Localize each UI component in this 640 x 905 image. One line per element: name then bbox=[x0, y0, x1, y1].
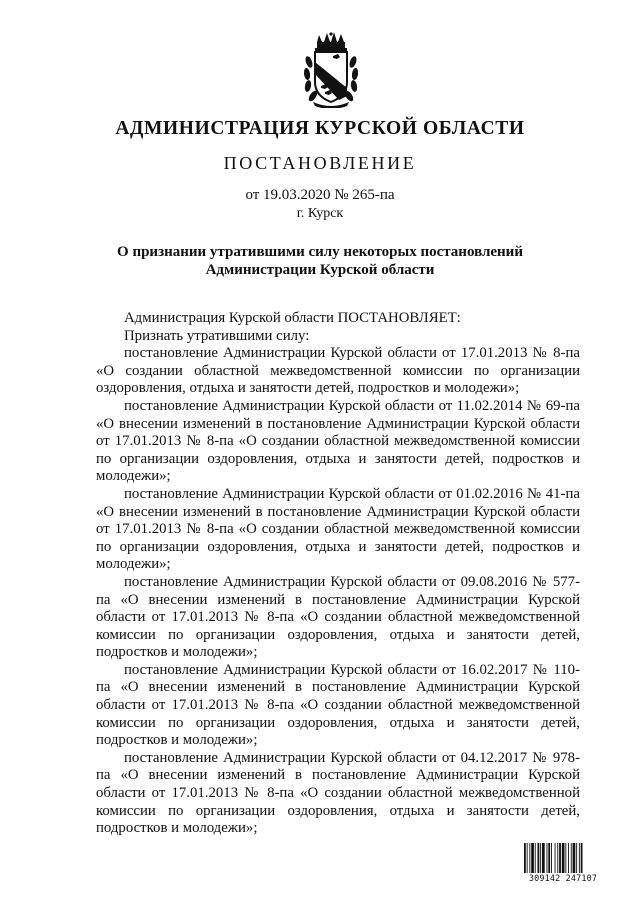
barcode-icon bbox=[523, 843, 603, 873]
document-heading bbox=[60, 243, 580, 279]
heading-line-2: Администрации Курской области bbox=[205, 262, 435, 278]
paragraph-repealed-act-6: постановление Администрации Курской области от 04.12.2017 № 978-па «О внесении изменений в постановление Администрации Курской области от 17.01.2013 № 8-па «О создании областной межведомственной комиссии по организации оздоровления, отдыха и занятости детей, подростков и молодежи»; bbox=[96, 749, 580, 837]
document-city: г. Курск bbox=[296, 206, 344, 221]
coat-of-arms-icon bbox=[303, 32, 359, 108]
paragraph-resolves: Администрация Курской области ПОСТАНОВЛЯЕТ: bbox=[124, 310, 461, 326]
barcode-number: 309142 247107 bbox=[528, 873, 598, 883]
paragraph-repealed-act-5: постановление Администрации Курской области от 16.02.2017 № 110-па «О внесении изменений в постановление Администрации Курской области от 17.01.2013 № 8-па «О создании областной межведомственной комиссии по организации оздоровления, отдыха и занятости детей, подростков и молодежи»; bbox=[96, 661, 580, 749]
document-type: ПОСТАНОВЛЕНИЕ bbox=[223, 153, 417, 173]
paragraph-repeal-intro: Признать утратившими силу: bbox=[124, 327, 310, 344]
paragraph-repealed-act-1: постановление Администрации Курской области от 17.01.2013 № 8-па «О создании областной межведомственной комиссии по организации оздоровления, отдыха и занятости детей, подростков и молодежи»; bbox=[96, 345, 580, 397]
paragraph-repealed-act-3: постановление Администрации Курской области от 01.02.2016 № 41-па «О внесении изменений в постановление Администрации Курской области от 17.01.2013 № 8-па «О создании областной межведомственной комиссии по организации оздоровления, отдыха и занятости детей, подростков и молодежи»; bbox=[96, 485, 580, 573]
heading-line-1: О признании утратившими силу некоторых постановлений bbox=[117, 244, 523, 260]
barcode bbox=[523, 843, 603, 885]
paragraph-repealed-act-2: постановление Администрации Курской области от 11.02.2014 № 69-па «О внесении изменений в постановление Администрации Курской области от 17.01.2013 № 8-па «О создании областной межведомственной комиссии по организации оздоровления, отдыха и занятости детей, подростков и молодежи»; bbox=[96, 397, 580, 485]
document-body bbox=[96, 310, 580, 838]
organization-title: АДМИНИСТРАЦИЯ КУРСКОЙ ОБЛАСТИ bbox=[115, 118, 525, 139]
paragraph-repealed-act-4: постановление Администрации Курской области от 09.08.2016 № 577-па «О внесении изменений в постановление Администрации Курской области от 17.01.2013 № 8-па «О создании областной межведомственной комиссии по организации оздоровления, отдыха и занятости детей, подростков и молодежи»; bbox=[96, 573, 580, 661]
document-date-number: от 19.03.2020 № 265-па bbox=[245, 187, 395, 203]
